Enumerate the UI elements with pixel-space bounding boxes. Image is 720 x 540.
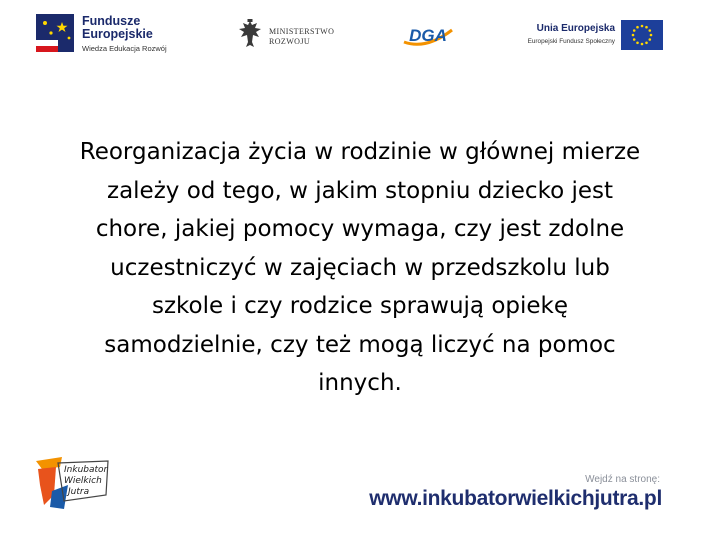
ink-line3: Jutra	[68, 487, 90, 497]
main-text-line: Reorganizacja życia w rodzinie w głównej mierze	[79, 139, 641, 165]
ink-line2: Wielkich	[64, 476, 102, 486]
logo-bar	[0, 0, 720, 70]
eu-flag-icon	[621, 20, 663, 50]
main-text-line: innych.	[318, 370, 402, 396]
dga-wordmark-icon	[400, 20, 456, 50]
unia-europejska-logo	[523, 20, 663, 54]
fe-line1: Fundusze	[82, 14, 141, 28]
main-text-line: uczestniczyć w zajęciach w przedszkolu lub	[110, 254, 610, 281]
fe-flag-icon	[36, 14, 74, 52]
ministerstwo-rozwoju-logo	[237, 18, 337, 54]
dga-logo	[400, 20, 456, 50]
inkubator-wielkich-jutra-logo	[34, 455, 114, 511]
ministerstwo-line1: MINISTERSTWO	[269, 27, 335, 36]
ink-line1: Inkubator	[64, 465, 108, 475]
dga-text: DGA	[409, 26, 447, 45]
main-text-line: zależy od tego, w jakim stopniu dziecko jest	[107, 177, 613, 204]
fe-line2: Europejskie	[82, 27, 153, 41]
eagle-emblem-icon	[237, 18, 263, 50]
visit-label: Wejdź na stronę:	[585, 474, 660, 485]
main-text-line: chore, jakiej pomocy wymaga, czy jest zdolne	[95, 216, 625, 242]
main-text-line: szkole i czy rodzice sprawują opiekę	[151, 293, 568, 319]
ue-line2: Europejski Fundusz Społeczny	[527, 38, 615, 45]
website-link[interactable]: www.inkubatorwielkichjutra.pl	[369, 487, 662, 510]
main-paragraph	[30, 133, 690, 403]
ue-line1: Unia Europejska	[536, 23, 615, 34]
ministerstwo-line2: ROZWOJU	[269, 37, 311, 46]
main-text-line: samodzielnie, czy też mogą liczyć na pomoc	[104, 331, 616, 358]
fundusze-europejskie-logo	[36, 12, 176, 58]
fe-tagline: Wiedza Edukacja Rozwój	[82, 44, 167, 53]
